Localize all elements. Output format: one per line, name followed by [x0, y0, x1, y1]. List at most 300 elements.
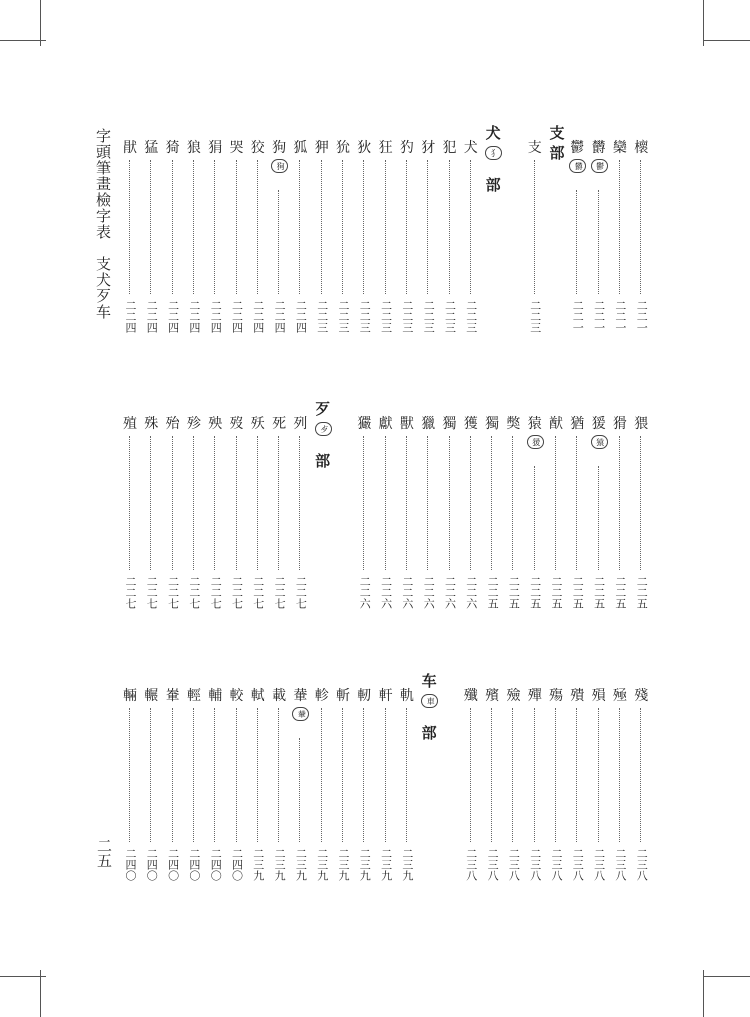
leader-dots — [470, 160, 471, 294]
entry-variant: 猿 — [591, 435, 608, 449]
index-entry — [269, 122, 289, 347]
index-entry — [184, 670, 204, 895]
leader-dots — [449, 436, 450, 570]
entry-char: 獸 — [399, 416, 414, 432]
index-entry — [269, 670, 289, 895]
entry-page: 二二三 — [315, 300, 329, 333]
entry-page: 二二三 — [443, 300, 457, 333]
entry-char: 輕 — [186, 688, 201, 704]
entry-page: 二二四 — [187, 300, 201, 333]
entry-page: 二二三 — [400, 300, 414, 333]
entry-page: 二二四 — [209, 300, 223, 333]
entry-page: 二二五 — [550, 576, 563, 609]
index-entry — [184, 122, 204, 347]
leader-dots — [619, 160, 620, 294]
leader-dots — [257, 160, 258, 294]
radical-variant: 車 — [421, 694, 438, 708]
leader-dots — [576, 190, 577, 294]
entry-char: 猛 — [144, 140, 159, 156]
entry-page: 二二四 — [230, 300, 244, 333]
crop-mark — [704, 976, 750, 977]
leader-dots — [640, 708, 641, 842]
entry-char: 輾 — [144, 688, 159, 704]
leader-dots — [491, 436, 492, 570]
entry-page: 二四〇 — [145, 848, 159, 881]
index-entry — [205, 122, 225, 347]
entry-page: 二二六 — [422, 576, 436, 609]
entry-char: 殲 — [463, 688, 478, 704]
entry-page: 二二三 — [422, 300, 436, 333]
entry-page: 二二七 — [166, 576, 180, 609]
entry-page: 二二五 — [592, 576, 606, 609]
radical-bu-label: 部 — [421, 724, 437, 742]
index-entry — [227, 398, 247, 623]
entry-char: 獵 — [421, 416, 436, 432]
leader-dots — [321, 708, 322, 842]
entry-page: 二三九 — [273, 848, 287, 881]
entry-char: 狷 — [208, 140, 223, 156]
index-entry — [482, 670, 502, 895]
entry-char: 殖 — [123, 416, 137, 432]
entry-page: 二二四 — [294, 300, 308, 333]
index-entry — [397, 122, 417, 347]
leader-dots — [150, 436, 151, 570]
entry-char: 犯 — [442, 140, 457, 156]
entry-char: 輔 — [208, 688, 223, 704]
leader-dots — [406, 708, 407, 842]
leader-dots — [129, 160, 130, 294]
leader-dots — [363, 160, 364, 294]
index-entry — [589, 670, 609, 895]
leader-dots — [363, 436, 364, 570]
entry-page: 二三九 — [337, 848, 350, 881]
index-entry — [525, 398, 545, 623]
crop-mark — [0, 976, 46, 977]
index-entry — [567, 398, 587, 623]
leader-dots — [172, 436, 173, 570]
entry-char: 支 — [527, 140, 542, 156]
entry-page: 二二一 — [592, 300, 606, 333]
entry-page: 二二七 — [294, 576, 308, 609]
index-entry — [141, 670, 161, 895]
entry-char: 殀 — [250, 416, 265, 432]
index-band-1 — [120, 122, 649, 347]
leader-dots — [278, 708, 279, 842]
entry-char: 狂 — [378, 140, 393, 156]
leader-dots — [598, 708, 599, 842]
radical-char: 歹 — [315, 400, 331, 418]
entry-char: 狡 — [250, 140, 265, 156]
entry-char: 猶 — [570, 416, 585, 432]
entry-page: 二二一 — [571, 300, 585, 333]
index-entry — [141, 122, 161, 347]
index-entry — [418, 398, 438, 623]
index-entry — [589, 122, 609, 347]
entry-char: 櫰 — [634, 140, 649, 156]
radical-bu-label: 部 — [485, 176, 501, 194]
leader-dots — [449, 160, 450, 294]
entry-page: 二三八 — [571, 848, 585, 881]
index-entry — [290, 398, 310, 623]
index-entry — [205, 670, 225, 895]
leader-dots — [619, 708, 620, 842]
entry-page: 二二四 — [273, 300, 287, 333]
leader-dots — [193, 160, 194, 294]
leader-dots — [129, 708, 130, 842]
entry-page: 二二五 — [486, 576, 500, 609]
entry-char: 殮 — [506, 688, 521, 704]
leader-dots — [214, 436, 215, 570]
leader-dots — [576, 708, 577, 842]
entry-char: 列 — [293, 416, 308, 432]
entry-page: 二四〇 — [166, 848, 180, 881]
leader-dots — [193, 436, 194, 570]
index-entry — [312, 122, 332, 347]
entry-page: 二三九 — [315, 848, 329, 881]
entry-char: 欝 — [591, 140, 606, 156]
entry-page: 二三九 — [400, 848, 414, 881]
entry-char: 殨 — [570, 688, 585, 704]
index-entry — [354, 122, 374, 347]
radical-heading — [418, 670, 440, 895]
index-entry — [333, 670, 353, 895]
entry-char: 狐 — [293, 140, 308, 156]
entry-char: 獘 — [506, 416, 521, 432]
entry-page: 二四〇 — [230, 848, 244, 881]
entry-char: 猗 — [165, 140, 180, 156]
leader-dots — [555, 708, 556, 842]
entry-char: 狗 — [272, 140, 287, 156]
entry-page: 二三八 — [528, 848, 542, 881]
entry-page: 二二五 — [507, 576, 521, 609]
entry-char: 載 — [272, 688, 287, 704]
entry-char: 輛 — [123, 688, 137, 704]
entry-char: 較 — [229, 688, 244, 704]
index-entry — [610, 398, 630, 623]
leader-dots — [598, 466, 599, 570]
entry-char: 猒 — [123, 140, 137, 156]
entry-char: 狎 — [314, 140, 329, 156]
entry-page: 二二一 — [635, 300, 649, 333]
index-entry — [631, 670, 651, 895]
leader-dots — [299, 160, 300, 294]
entry-page: 二二五 — [635, 576, 649, 609]
leader-dots — [427, 160, 428, 294]
entry-char: 欒 — [612, 140, 627, 156]
entry-char: 狼 — [186, 140, 201, 156]
index-entry — [290, 670, 310, 895]
leader-dots — [385, 708, 386, 842]
entry-char: 猿 — [527, 416, 542, 432]
entry-char: 殤 — [549, 688, 563, 704]
radical-bu-label: 部 — [315, 452, 331, 470]
index-entry — [440, 398, 460, 623]
leader-dots — [214, 708, 215, 842]
entry-char: 殯 — [485, 688, 500, 704]
entry-char: 狄 — [357, 140, 372, 156]
entry-page: 二二七 — [187, 576, 201, 609]
index-entry — [567, 122, 587, 347]
entry-page: 二二三 — [337, 300, 350, 333]
index-entry — [397, 670, 417, 895]
entry-page: 二三九 — [358, 848, 372, 881]
entry-page: 二二一 — [613, 300, 627, 333]
entry-char: 鬱 — [570, 140, 585, 156]
index-entry — [333, 122, 353, 347]
entry-char: 猥 — [634, 416, 649, 432]
entry-page: 二二六 — [379, 576, 393, 609]
entry-char: 歿 — [229, 416, 244, 432]
index-entry — [163, 670, 183, 895]
index-entry — [503, 670, 523, 895]
index-entry — [354, 398, 374, 623]
entry-page: 二四〇 — [124, 848, 137, 881]
leader-dots — [342, 708, 343, 842]
index-entry — [546, 398, 566, 623]
index-entry — [227, 670, 247, 895]
leader-dots — [236, 160, 237, 294]
entry-page: 二二六 — [400, 576, 414, 609]
index-entry — [354, 670, 374, 895]
leader-dots — [470, 436, 471, 570]
entry-char: 殫 — [527, 688, 542, 704]
leader-dots — [299, 436, 300, 570]
entry-char: 軾 — [250, 688, 265, 704]
entry-page: 二二三 — [528, 300, 542, 333]
entry-page: 二三九 — [379, 848, 393, 881]
index-entry — [205, 398, 225, 623]
radical-char: 支 — [549, 124, 565, 142]
entry-page: 二二六 — [464, 576, 478, 609]
leader-dots — [129, 436, 130, 570]
radical-bu-label: 部 — [549, 144, 565, 162]
entry-char: 輂 — [293, 688, 308, 704]
radical-heading — [482, 122, 504, 347]
index-entry — [120, 670, 140, 895]
crop-mark — [0, 40, 46, 41]
entry-char: 殘 — [634, 688, 649, 704]
index-entry — [567, 670, 587, 895]
leader-dots — [385, 436, 386, 570]
leader-dots — [150, 708, 151, 842]
radical-char: 车 — [421, 672, 437, 690]
entry-char: 軔 — [357, 688, 372, 704]
entry-page: 二三八 — [635, 848, 649, 881]
leader-dots — [214, 160, 215, 294]
radical-variant: 犭 — [485, 146, 502, 160]
index-entry — [525, 670, 545, 895]
leader-dots — [406, 160, 407, 294]
index-entry — [525, 122, 545, 347]
index-entry — [610, 670, 630, 895]
entry-page: 二三八 — [592, 848, 606, 881]
leader-dots — [406, 436, 407, 570]
entry-page: 二四〇 — [187, 848, 201, 881]
leader-dots — [363, 708, 364, 842]
entry-char: 玁 — [357, 416, 372, 432]
leader-dots — [236, 436, 237, 570]
entry-char: 猾 — [612, 416, 627, 432]
crop-mark — [704, 40, 750, 41]
entry-page: 二二五 — [613, 576, 627, 609]
leader-dots — [427, 436, 428, 570]
radical-variant: 歺 — [315, 422, 332, 436]
index-entry — [546, 670, 566, 895]
page-number: 二五 — [95, 838, 113, 868]
entry-char: 死 — [272, 416, 287, 432]
entry-char: 殆 — [165, 416, 180, 432]
index-entry — [589, 398, 609, 623]
entry-char: 獨 — [442, 416, 457, 432]
entry-page: 二二七 — [209, 576, 223, 609]
index-entry — [312, 670, 332, 895]
entry-variant: 狥 — [271, 159, 288, 173]
index-entry — [141, 398, 161, 623]
entry-page: 二三九 — [294, 848, 308, 881]
leader-dots — [534, 708, 535, 842]
entry-char: 輋 — [165, 688, 180, 704]
entry-page: 二二六 — [358, 576, 372, 609]
entry-char: 殃 — [208, 416, 223, 432]
entry-char: 猷 — [549, 416, 563, 432]
entry-page: 二二七 — [145, 576, 159, 609]
leader-dots — [640, 160, 641, 294]
index-entry — [269, 398, 289, 623]
index-entry — [376, 122, 396, 347]
entry-char: 獨 — [485, 416, 500, 432]
index-band-2 — [120, 398, 649, 623]
leader-dots — [512, 708, 513, 842]
entry-page: 二三八 — [550, 848, 563, 881]
entry-page: 二二七 — [124, 576, 137, 609]
entry-char: 獲 — [463, 416, 478, 432]
index-entry — [376, 398, 396, 623]
entry-char: 哭 — [229, 140, 244, 156]
entry-variant: 鬱 — [591, 159, 608, 173]
index-entry — [610, 122, 630, 347]
index-entry — [461, 670, 481, 895]
index-entry — [248, 122, 268, 347]
entry-page: 二二六 — [443, 576, 457, 609]
leader-dots — [534, 160, 535, 294]
entry-page: 二二三 — [379, 300, 393, 333]
entry-char: 獻 — [378, 416, 393, 432]
leader-dots — [598, 190, 599, 294]
entry-page: 二二五 — [528, 576, 542, 609]
entry-char: 殄 — [186, 416, 201, 432]
entry-char: 軒 — [378, 688, 393, 704]
index-entry — [120, 122, 140, 347]
index-entry — [503, 398, 523, 623]
entry-char: 犲 — [421, 140, 436, 156]
index-entry — [461, 398, 481, 623]
index-entry — [376, 670, 396, 895]
entry-variant: 欝 — [569, 159, 586, 173]
entry-char: 殛 — [612, 688, 627, 704]
leader-dots — [150, 160, 151, 294]
leader-dots — [257, 708, 258, 842]
leader-dots — [491, 708, 492, 842]
entry-page: 二二三 — [358, 300, 372, 333]
radical-heading — [312, 398, 334, 623]
index-entry — [184, 398, 204, 623]
index-entry — [290, 122, 310, 347]
entry-page: 二三八 — [507, 848, 521, 881]
leader-dots — [172, 160, 173, 294]
index-entry — [397, 398, 417, 623]
leader-dots — [278, 436, 279, 570]
entry-char: 狁 — [336, 140, 350, 156]
entry-char: 犳 — [399, 140, 414, 156]
leader-dots — [555, 436, 556, 570]
entry-page: 二三九 — [251, 848, 265, 881]
entry-page: 二二四 — [251, 300, 265, 333]
leader-dots — [193, 708, 194, 842]
entry-char: 殊 — [144, 416, 159, 432]
running-head: 字頭筆畫檢字表 支犬歹车 — [94, 128, 112, 320]
leader-dots — [619, 436, 620, 570]
entry-char: 殞 — [591, 688, 606, 704]
leader-dots — [299, 738, 300, 842]
entry-page: 二二四 — [124, 300, 137, 333]
entry-page: 二二七 — [230, 576, 244, 609]
entry-page: 二二四 — [166, 300, 180, 333]
index-entry — [163, 122, 183, 347]
entry-page: 二二四 — [145, 300, 159, 333]
leader-dots — [640, 436, 641, 570]
entry-char: 軫 — [314, 688, 329, 704]
entry-page: 二三八 — [613, 848, 627, 881]
index-entry — [248, 398, 268, 623]
index-entry — [418, 122, 438, 347]
crop-mark — [40, 970, 41, 1017]
entry-page: 二二七 — [251, 576, 265, 609]
entry-char: 斬 — [336, 688, 350, 704]
entry-char: 猨 — [591, 416, 606, 432]
entry-variant: 輂 — [292, 707, 309, 721]
leader-dots — [257, 436, 258, 570]
leader-dots — [534, 466, 535, 570]
entry-page: 二二五 — [571, 576, 585, 609]
index-entry — [440, 122, 460, 347]
leader-dots — [172, 708, 173, 842]
radical-char: 犬 — [485, 124, 501, 142]
index-entry — [482, 398, 502, 623]
crop-mark — [703, 970, 704, 1017]
leader-dots — [342, 160, 343, 294]
radical-heading — [546, 122, 568, 347]
index-entry — [631, 398, 651, 623]
entry-variant: 猨 — [527, 435, 544, 449]
entry-char: 犬 — [463, 140, 478, 156]
leader-dots — [278, 190, 279, 294]
leader-dots — [576, 436, 577, 570]
entry-char: 軌 — [399, 688, 414, 704]
leader-dots — [385, 160, 386, 294]
index-entry — [227, 122, 247, 347]
index-entry — [631, 122, 651, 347]
entry-page: 二三八 — [486, 848, 500, 881]
leader-dots — [470, 708, 471, 842]
entry-page: 二二三 — [464, 300, 478, 333]
index-entry — [120, 398, 140, 623]
index-entry — [461, 122, 481, 347]
index-entry — [163, 398, 183, 623]
index-band-3 — [120, 670, 649, 895]
leader-dots — [512, 436, 513, 570]
index-entry — [248, 670, 268, 895]
entry-page: 二三八 — [464, 848, 478, 881]
